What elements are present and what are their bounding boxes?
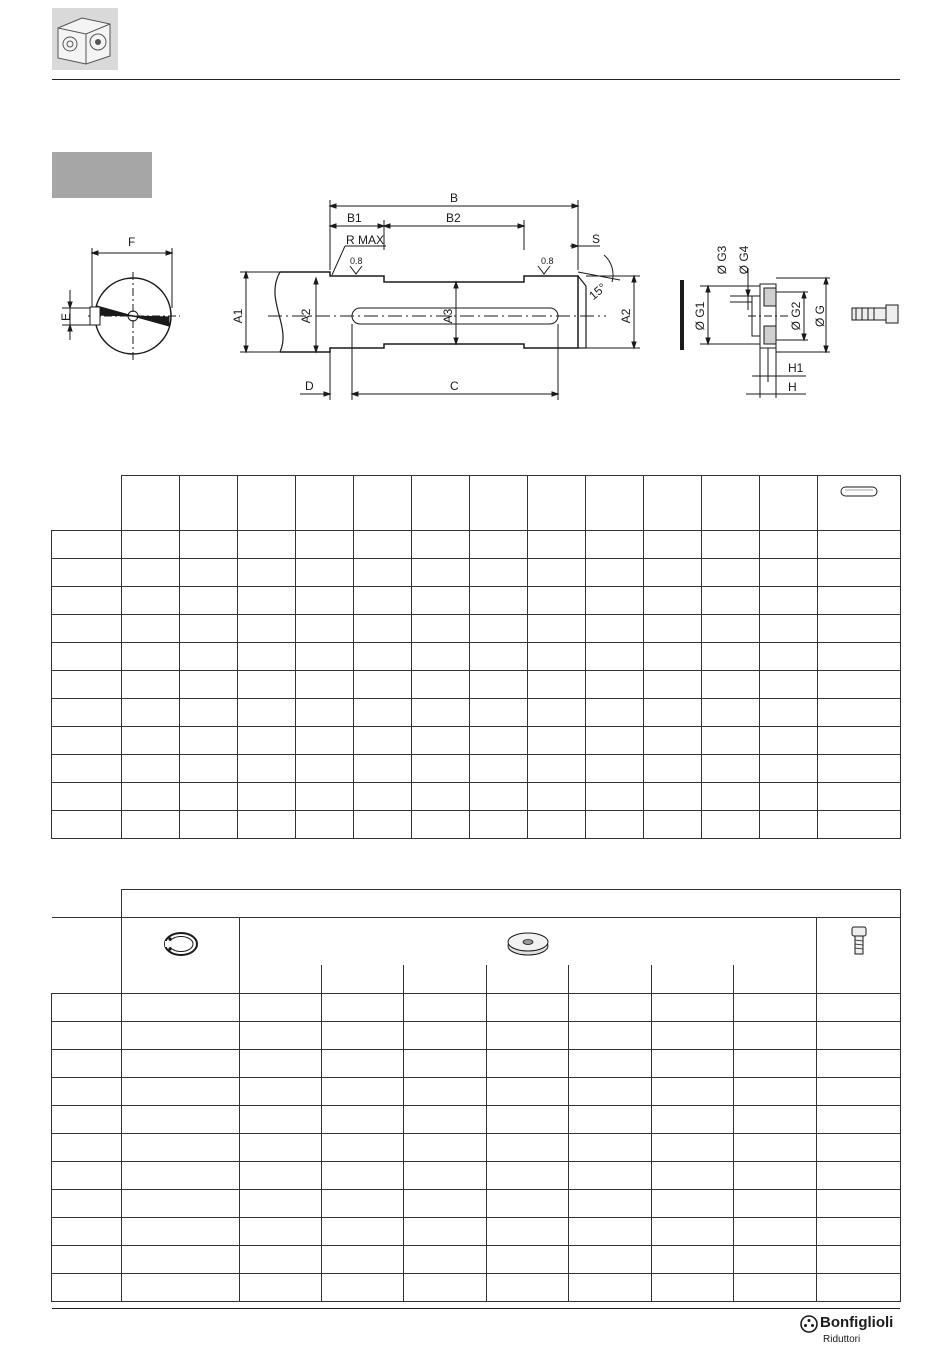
dim-label-h1: H1	[788, 361, 804, 375]
circlip-icon	[159, 926, 203, 962]
gear-unit-icon	[52, 8, 118, 70]
group-header	[122, 890, 901, 918]
table-header-row	[52, 476, 901, 531]
table-row	[52, 587, 901, 615]
table-row	[52, 1245, 901, 1273]
dim-label-g1: Ø G1	[693, 301, 707, 331]
table-row	[52, 1077, 901, 1105]
table-row	[52, 1133, 901, 1161]
table-row	[52, 727, 901, 755]
retainer-view	[682, 268, 898, 398]
key-icon	[837, 480, 881, 502]
dim-label-a3: A3	[441, 308, 455, 324]
table-row	[52, 643, 901, 671]
dim-label-f: F	[128, 235, 136, 249]
shaft-dimension-drawing	[0, 180, 950, 420]
roughness-label-left: 0.8	[350, 256, 363, 266]
dimension-table	[51, 475, 901, 839]
dim-label-angle: 15°	[586, 280, 610, 303]
accessories-table	[51, 889, 901, 1302]
table-header-row	[52, 890, 901, 918]
table-row	[52, 1021, 901, 1049]
table-row	[52, 993, 901, 1021]
front-view	[62, 248, 180, 360]
table-corner	[52, 476, 122, 531]
dim-label-b: B	[450, 191, 459, 205]
brand-mark-icon	[800, 1315, 818, 1333]
table-row	[52, 1161, 901, 1189]
dim-label-g4: Ø G4	[737, 245, 751, 275]
product-thumbnail	[52, 8, 118, 70]
brand-subtitle: Riduttori	[823, 1334, 861, 1345]
dim-label-c: C	[450, 379, 459, 393]
table-row	[52, 559, 901, 587]
roughness-label-right: 0.8	[541, 256, 554, 266]
shaft-view	[240, 200, 640, 400]
end-plate-icon	[503, 924, 553, 960]
screw-column-header	[817, 918, 901, 994]
table-row	[52, 1273, 901, 1301]
key-column-header	[818, 476, 901, 531]
table-row	[52, 615, 901, 643]
dim-label-h: H	[788, 380, 797, 394]
screw-icon	[847, 924, 871, 958]
table-row	[52, 699, 901, 727]
circlip-column-header	[122, 918, 240, 994]
table-row	[52, 755, 901, 783]
table-row	[52, 1049, 901, 1077]
dim-label-s: S	[592, 232, 601, 246]
brand-logo	[800, 1314, 910, 1358]
table-header-row	[52, 918, 901, 966]
table-corner	[52, 890, 122, 918]
table-row	[52, 1217, 901, 1245]
dim-label-r-max: R MAX	[346, 233, 385, 247]
table-row	[52, 1105, 901, 1133]
footer-rule	[52, 1308, 900, 1309]
dim-label-g2: Ø G2	[789, 301, 803, 331]
dim-label-a1: A1	[231, 308, 245, 324]
header-rule	[52, 79, 900, 80]
dim-label-e: E	[59, 312, 73, 322]
brand-name: Bonfiglioli	[820, 1314, 894, 1331]
dim-label-b2: B2	[446, 211, 461, 225]
dim-label-g: Ø G	[813, 304, 827, 328]
dim-label-d: D	[305, 379, 314, 393]
dim-label-a2-right: A2	[619, 308, 633, 324]
table-row	[52, 1189, 901, 1217]
dim-label-g3: Ø G3	[715, 245, 729, 275]
end-plate-column-header	[240, 918, 817, 966]
table-row	[52, 531, 901, 559]
dim-label-a2-left: A2	[299, 308, 313, 324]
table-row	[52, 783, 901, 811]
table-row	[52, 811, 901, 839]
table-row	[52, 671, 901, 699]
dim-label-b1: B1	[347, 211, 362, 225]
